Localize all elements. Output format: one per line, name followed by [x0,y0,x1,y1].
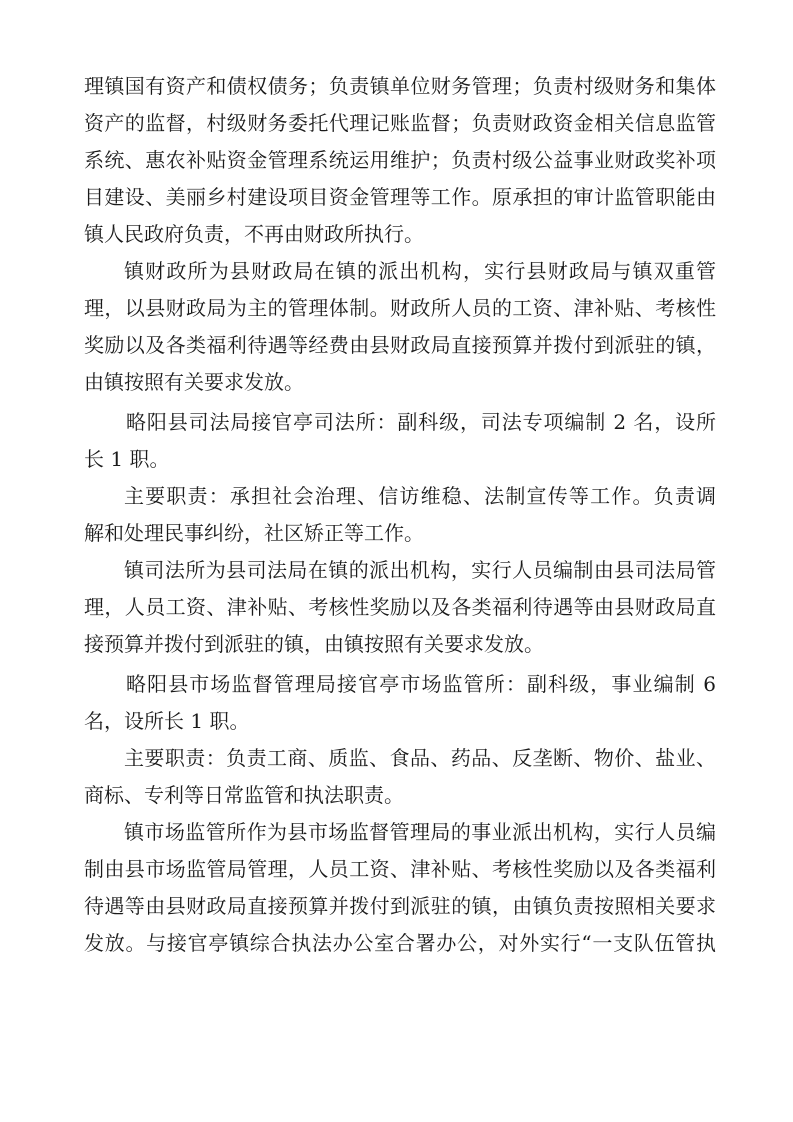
text-line: 理镇国有资产和债权债务；负责镇单位财务管理；负责村级财务和集体 [84,74,716,98]
text-line: 目建设、美丽乡村建设项目资金管理等工作。原承担的审计监管职能由 [84,185,716,209]
body-paragraph [84,814,716,962]
text-line: 主要职责：承担社会治理、信访维稳、法制宣传等工作。负责调 [124,484,716,508]
text-line: 镇人民政府负责，不再由财政所执行。 [84,222,424,246]
text-line: 资产的监督，村级财务委托代理记账监督；负责财政资金相关信息监管 [84,111,716,135]
section-heading-paragraph [84,666,716,740]
text-line: 略阳县市场监督管理局接官亭市场监管所：副科级，事业编制 6 [126,672,716,696]
body-paragraph [84,68,716,253]
text-line: 制由县市场监管局管理，人员工资、津补贴、考核性奖励以及各类福利 [84,857,716,881]
text-line: 商标、专利等日常监管和执法职责。 [84,783,404,807]
text-line: 镇财政所为县财政局在镇的派出机构，实行县财政局与镇双重管 [124,259,716,283]
document-page [84,68,716,962]
body-paragraph [84,740,716,814]
text-line: 解和处理民事纠纷，社区矫正等工作。 [84,521,424,545]
text-line: 镇司法所为县司法局在镇的派出机构，实行人员编制由县司法局管 [124,558,716,582]
text-line: 略阳县司法局接官亭司法所：副科级，司法专项编制 2 名，设所 [126,410,716,434]
body-paragraph [84,253,716,401]
text-line: 理，以县财政局为主的管理体制。财政所人员的工资、津补贴、考核性 [84,296,716,320]
section-heading-paragraph [84,404,716,478]
body-paragraph [84,552,716,663]
body-paragraph [84,478,716,552]
text-line: 理，人员工资、津补贴、考核性奖励以及各类福利待遇等由县财政局直 [84,595,716,619]
text-line: 待遇等由县财政局直接预算并拨付到派驻的镇，由镇负责按照相关要求 [84,894,716,918]
text-line: 发放。与接官亭镇综合执法办公室合署办公，对外实行“一支队伍管执 [84,931,716,955]
text-line: 镇市场监管所作为县市场监督管理局的事业派出机构，实行人员编 [124,820,716,844]
text-line: 由镇按照有关要求发放。 [84,370,304,394]
text-line: 系统、惠农补贴资金管理系统运用维护；负责村级公益事业财政奖补项 [84,148,716,172]
text-line: 名，设所长 1 职。 [84,709,250,733]
text-line: 长 1 职。 [84,447,170,471]
text-line: 接预算并拨付到派驻的镇，由镇按照有关要求发放。 [84,632,544,656]
text-line: 奖励以及各类福利待遇等经费由县财政局直接预算并拨付到派驻的镇， [84,333,716,357]
text-line: 主要职责：负责工商、质监、食品、药品、反垄断、物价、盐业、 [124,746,716,770]
